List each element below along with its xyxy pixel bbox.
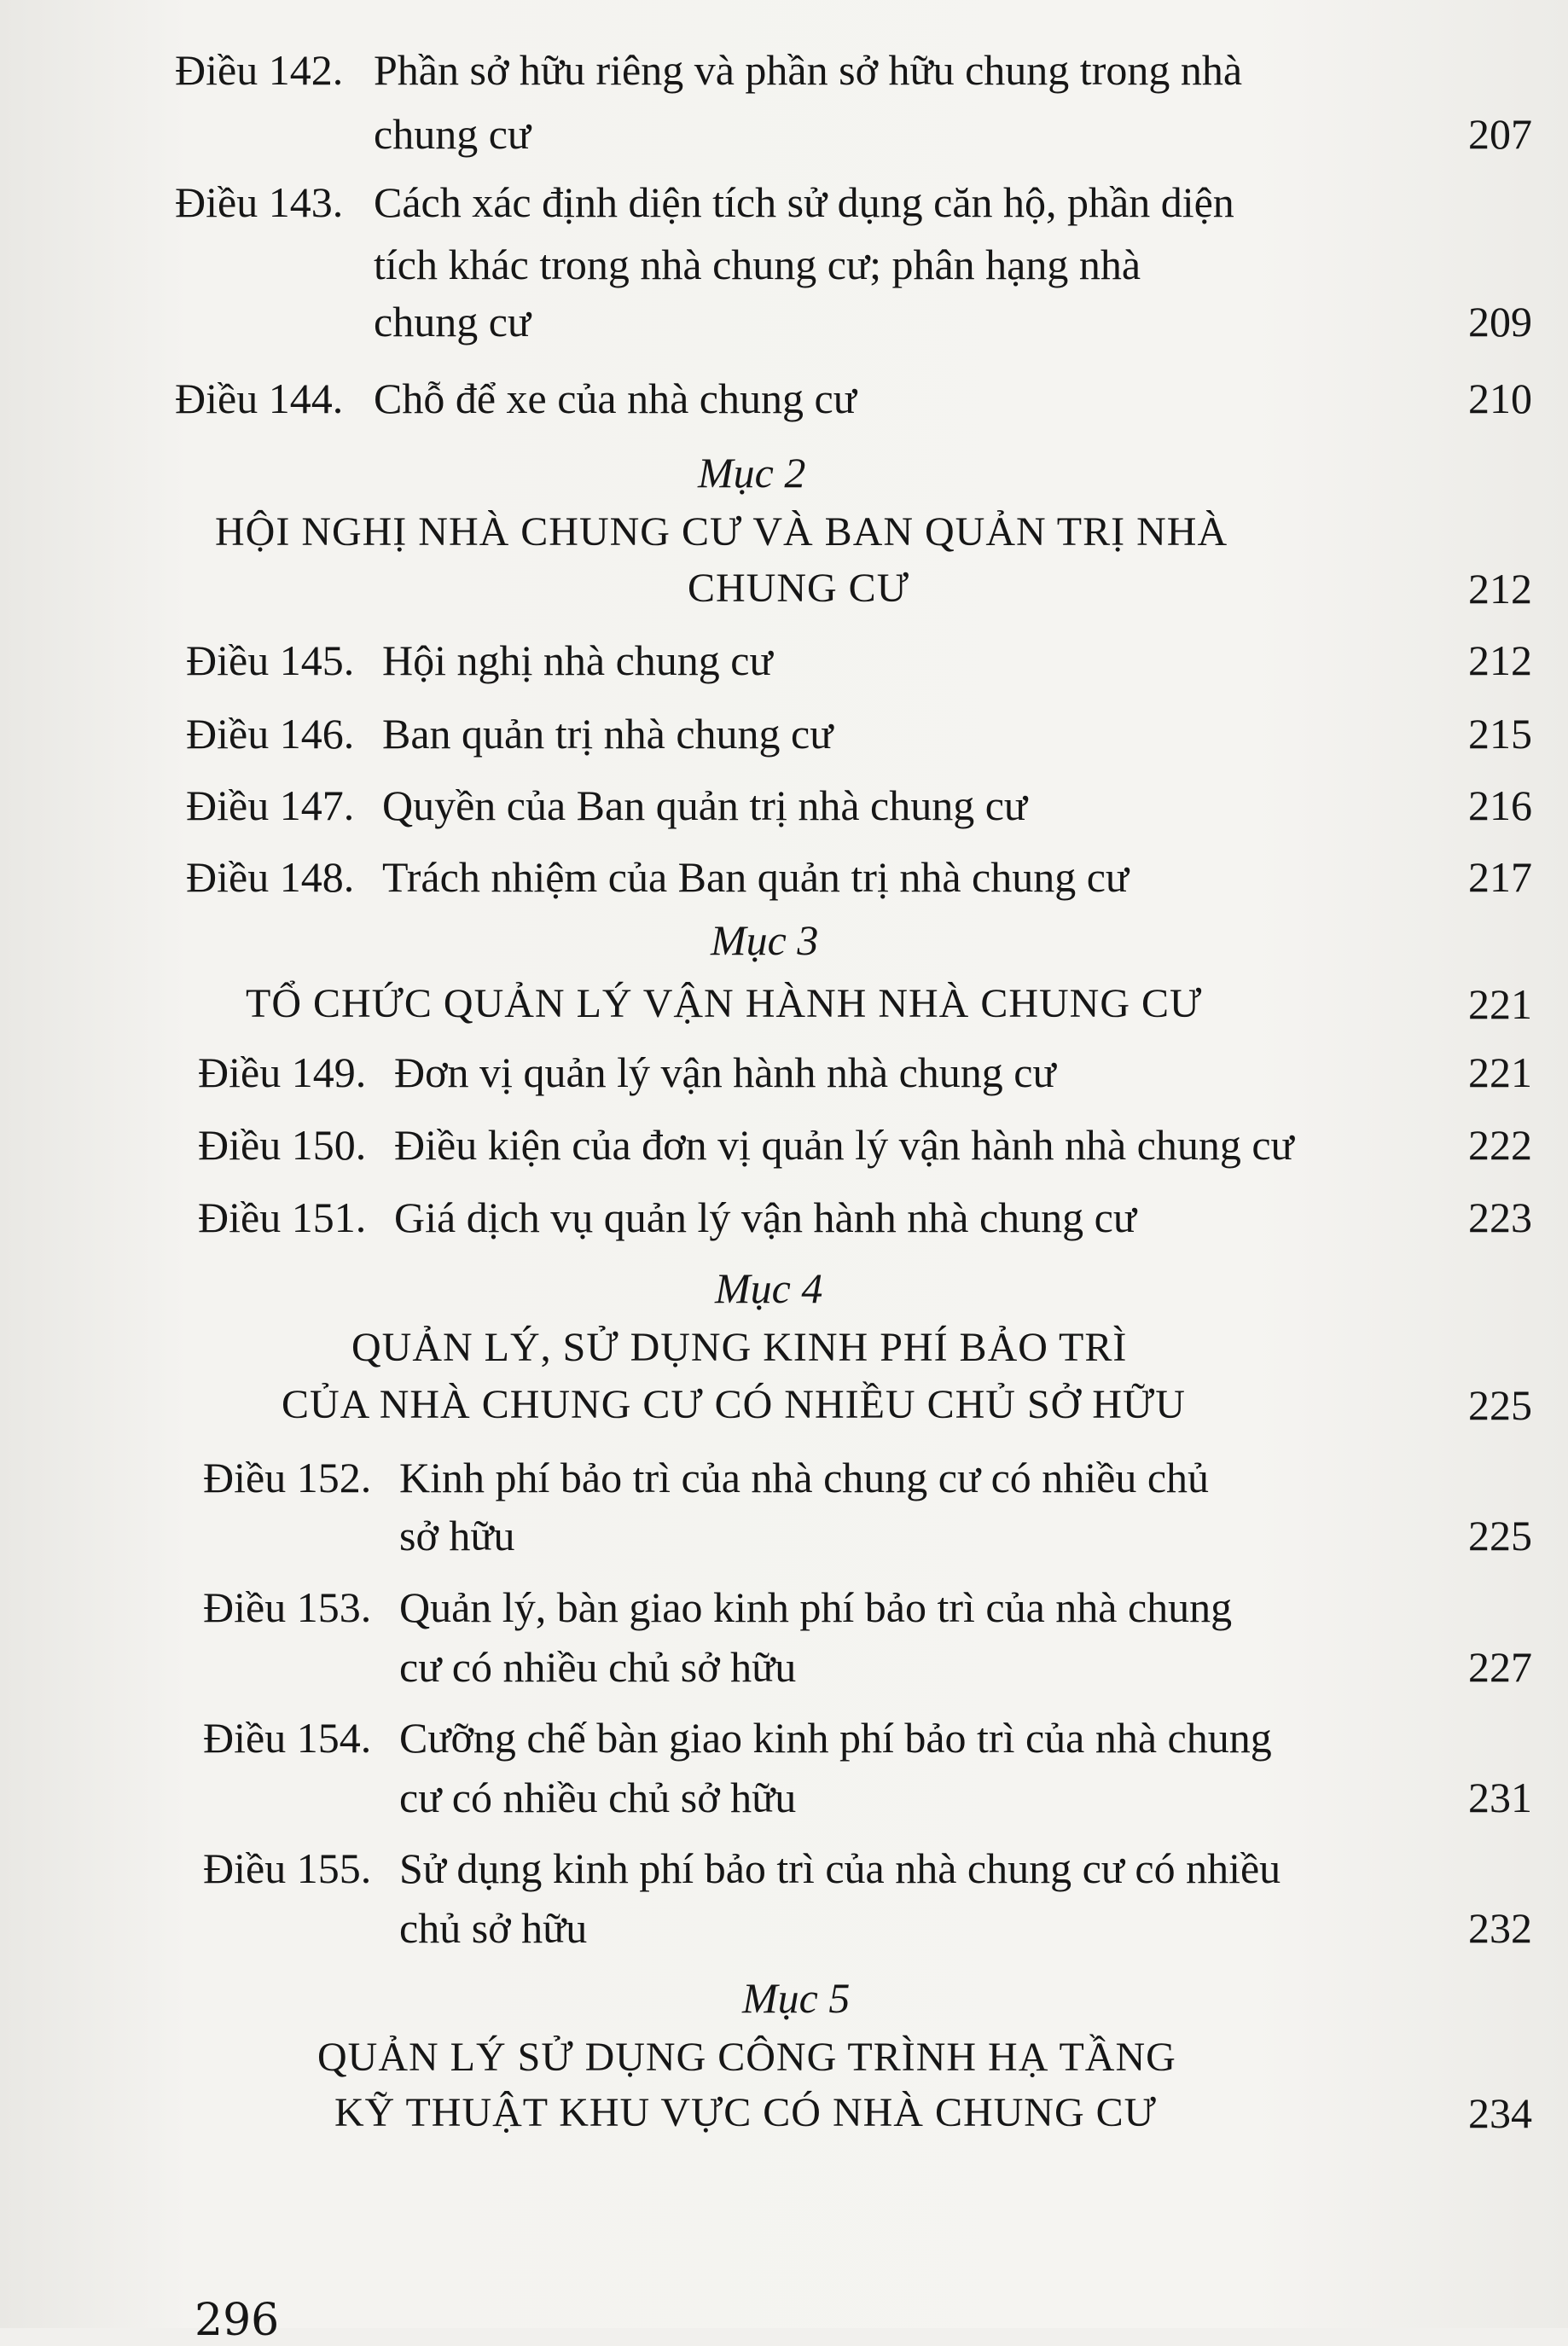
entry-label: Điều 154. <box>203 1714 372 1762</box>
section-title-line: CHUNG CƯ <box>688 566 909 611</box>
entry-page: 212 <box>1468 636 1532 684</box>
entry-page: 231 <box>1468 1774 1532 1821</box>
entry-page: 227 <box>1468 1643 1532 1691</box>
entry-page: 217 <box>1468 853 1532 901</box>
entry-label: Điều 149. <box>198 1048 367 1096</box>
entry-page: 232 <box>1468 1904 1532 1952</box>
entry-text-line: sở hữu <box>399 1512 515 1559</box>
section-page: 221 <box>1468 980 1532 1028</box>
entry-page: 207 <box>1468 110 1532 158</box>
entry-text-line: chung cư <box>374 110 531 158</box>
entry-label: Điều 147. <box>186 781 355 829</box>
entry-label: Điều 143. <box>175 178 344 226</box>
entry-label: Điều 146. <box>186 710 355 758</box>
entry-text-line: Chỗ để xe của nhà chung cư <box>374 375 857 422</box>
entry-label: Điều 152. <box>203 1454 372 1501</box>
entry-page: 215 <box>1468 710 1532 758</box>
entry-page: 210 <box>1468 375 1532 422</box>
entry-text-line: cư có nhiều chủ sở hữu <box>399 1643 797 1691</box>
entry-text-line: Trách nhiệm của Ban quản trị nhà chung cư <box>382 853 1130 901</box>
section-label: Mục 4 <box>715 1264 823 1312</box>
entry-text-line: Giá dịch vụ quản lý vận hành nhà chung cư <box>394 1193 1136 1241</box>
entry-text-line: Ban quản trị nhà chung cư <box>382 710 833 758</box>
section-title-line: QUẢN LÝ, SỬ DỤNG KINH PHÍ BẢO TRÌ <box>351 1325 1128 1370</box>
entry-label: Điều 153. <box>203 1583 372 1631</box>
entry-text-line: Quyền của Ban quản trị nhà chung cư <box>382 781 1028 829</box>
entry-page: 209 <box>1468 298 1532 346</box>
entry-text-line: Cưỡng chế bàn giao kinh phí bảo trì của nhà chung <box>399 1714 1272 1762</box>
entry-text-line: tích khác trong nhà chung cư; phân hạng nhà <box>374 241 1141 288</box>
page-number: 296 <box>195 2295 280 2346</box>
entry-text-line: cư có nhiều chủ sở hữu <box>399 1774 797 1821</box>
entry-label: Điều 148. <box>186 853 355 901</box>
entry-text-line: Sử dụng kinh phí bảo trì của nhà chung cư có nhiều <box>399 1844 1281 1892</box>
entry-text-line: Phần sở hữu riêng và phần sở hữu chung trong nhà <box>374 46 1243 94</box>
section-title-line: KỸ THUẬT KHU VỰC CÓ NHÀ CHUNG CƯ <box>334 2090 1157 2135</box>
entry-page: 223 <box>1468 1193 1532 1241</box>
entry-text-line: Hội nghị nhà chung cư <box>382 636 773 684</box>
entry-label: Điều 145. <box>186 636 355 684</box>
entry-text-line: Kinh phí bảo trì của nhà chung cư có nhiều chủ <box>399 1454 1210 1501</box>
section-title-line: CỦA NHÀ CHUNG CƯ CÓ NHIỀU CHỦ SỞ HỮU <box>282 1382 1186 1427</box>
entry-page: 216 <box>1468 781 1532 829</box>
entry-page: 222 <box>1468 1121 1532 1169</box>
entry-label: Điều 155. <box>203 1844 372 1892</box>
entry-text-line: Cách xác định diện tích sử dụng căn hộ, phần diện <box>374 178 1234 226</box>
entry-text-line: chung cư <box>374 298 531 346</box>
section-page: 234 <box>1468 2089 1532 2137</box>
section-title-line: QUẢN LÝ SỬ DỤNG CÔNG TRÌNH HẠ TẦNG <box>317 2035 1176 2080</box>
section-page: 225 <box>1468 1381 1532 1429</box>
section-title-line: HỘI NGHỊ NHÀ CHUNG CƯ VÀ BAN QUẢN TRỊ NHÀ <box>215 509 1228 555</box>
entry-text-line: Điều kiện của đơn vị quản lý vận hành nhà chung cư <box>394 1121 1294 1169</box>
entry-page: 221 <box>1468 1048 1532 1096</box>
entry-label: Điều 142. <box>175 46 344 94</box>
section-label: Mục 2 <box>698 449 806 496</box>
section-label: Mục 5 <box>742 1974 851 2022</box>
section-title-line: TỔ CHỨC QUẢN LÝ VẬN HÀNH NHÀ CHUNG CƯ <box>246 981 1203 1026</box>
entry-text-line: chủ sở hữu <box>399 1904 588 1952</box>
section-page: 212 <box>1468 565 1532 613</box>
section-label: Mục 3 <box>711 916 819 964</box>
entry-page: 225 <box>1468 1512 1532 1559</box>
entry-text-line: Đơn vị quản lý vận hành nhà chung cư <box>394 1048 1056 1096</box>
entry-label: Điều 144. <box>175 375 344 422</box>
entry-label: Điều 151. <box>198 1193 367 1241</box>
entry-label: Điều 150. <box>198 1121 367 1169</box>
entry-text-line: Quản lý, bàn giao kinh phí bảo trì của nhà chung <box>399 1583 1233 1631</box>
